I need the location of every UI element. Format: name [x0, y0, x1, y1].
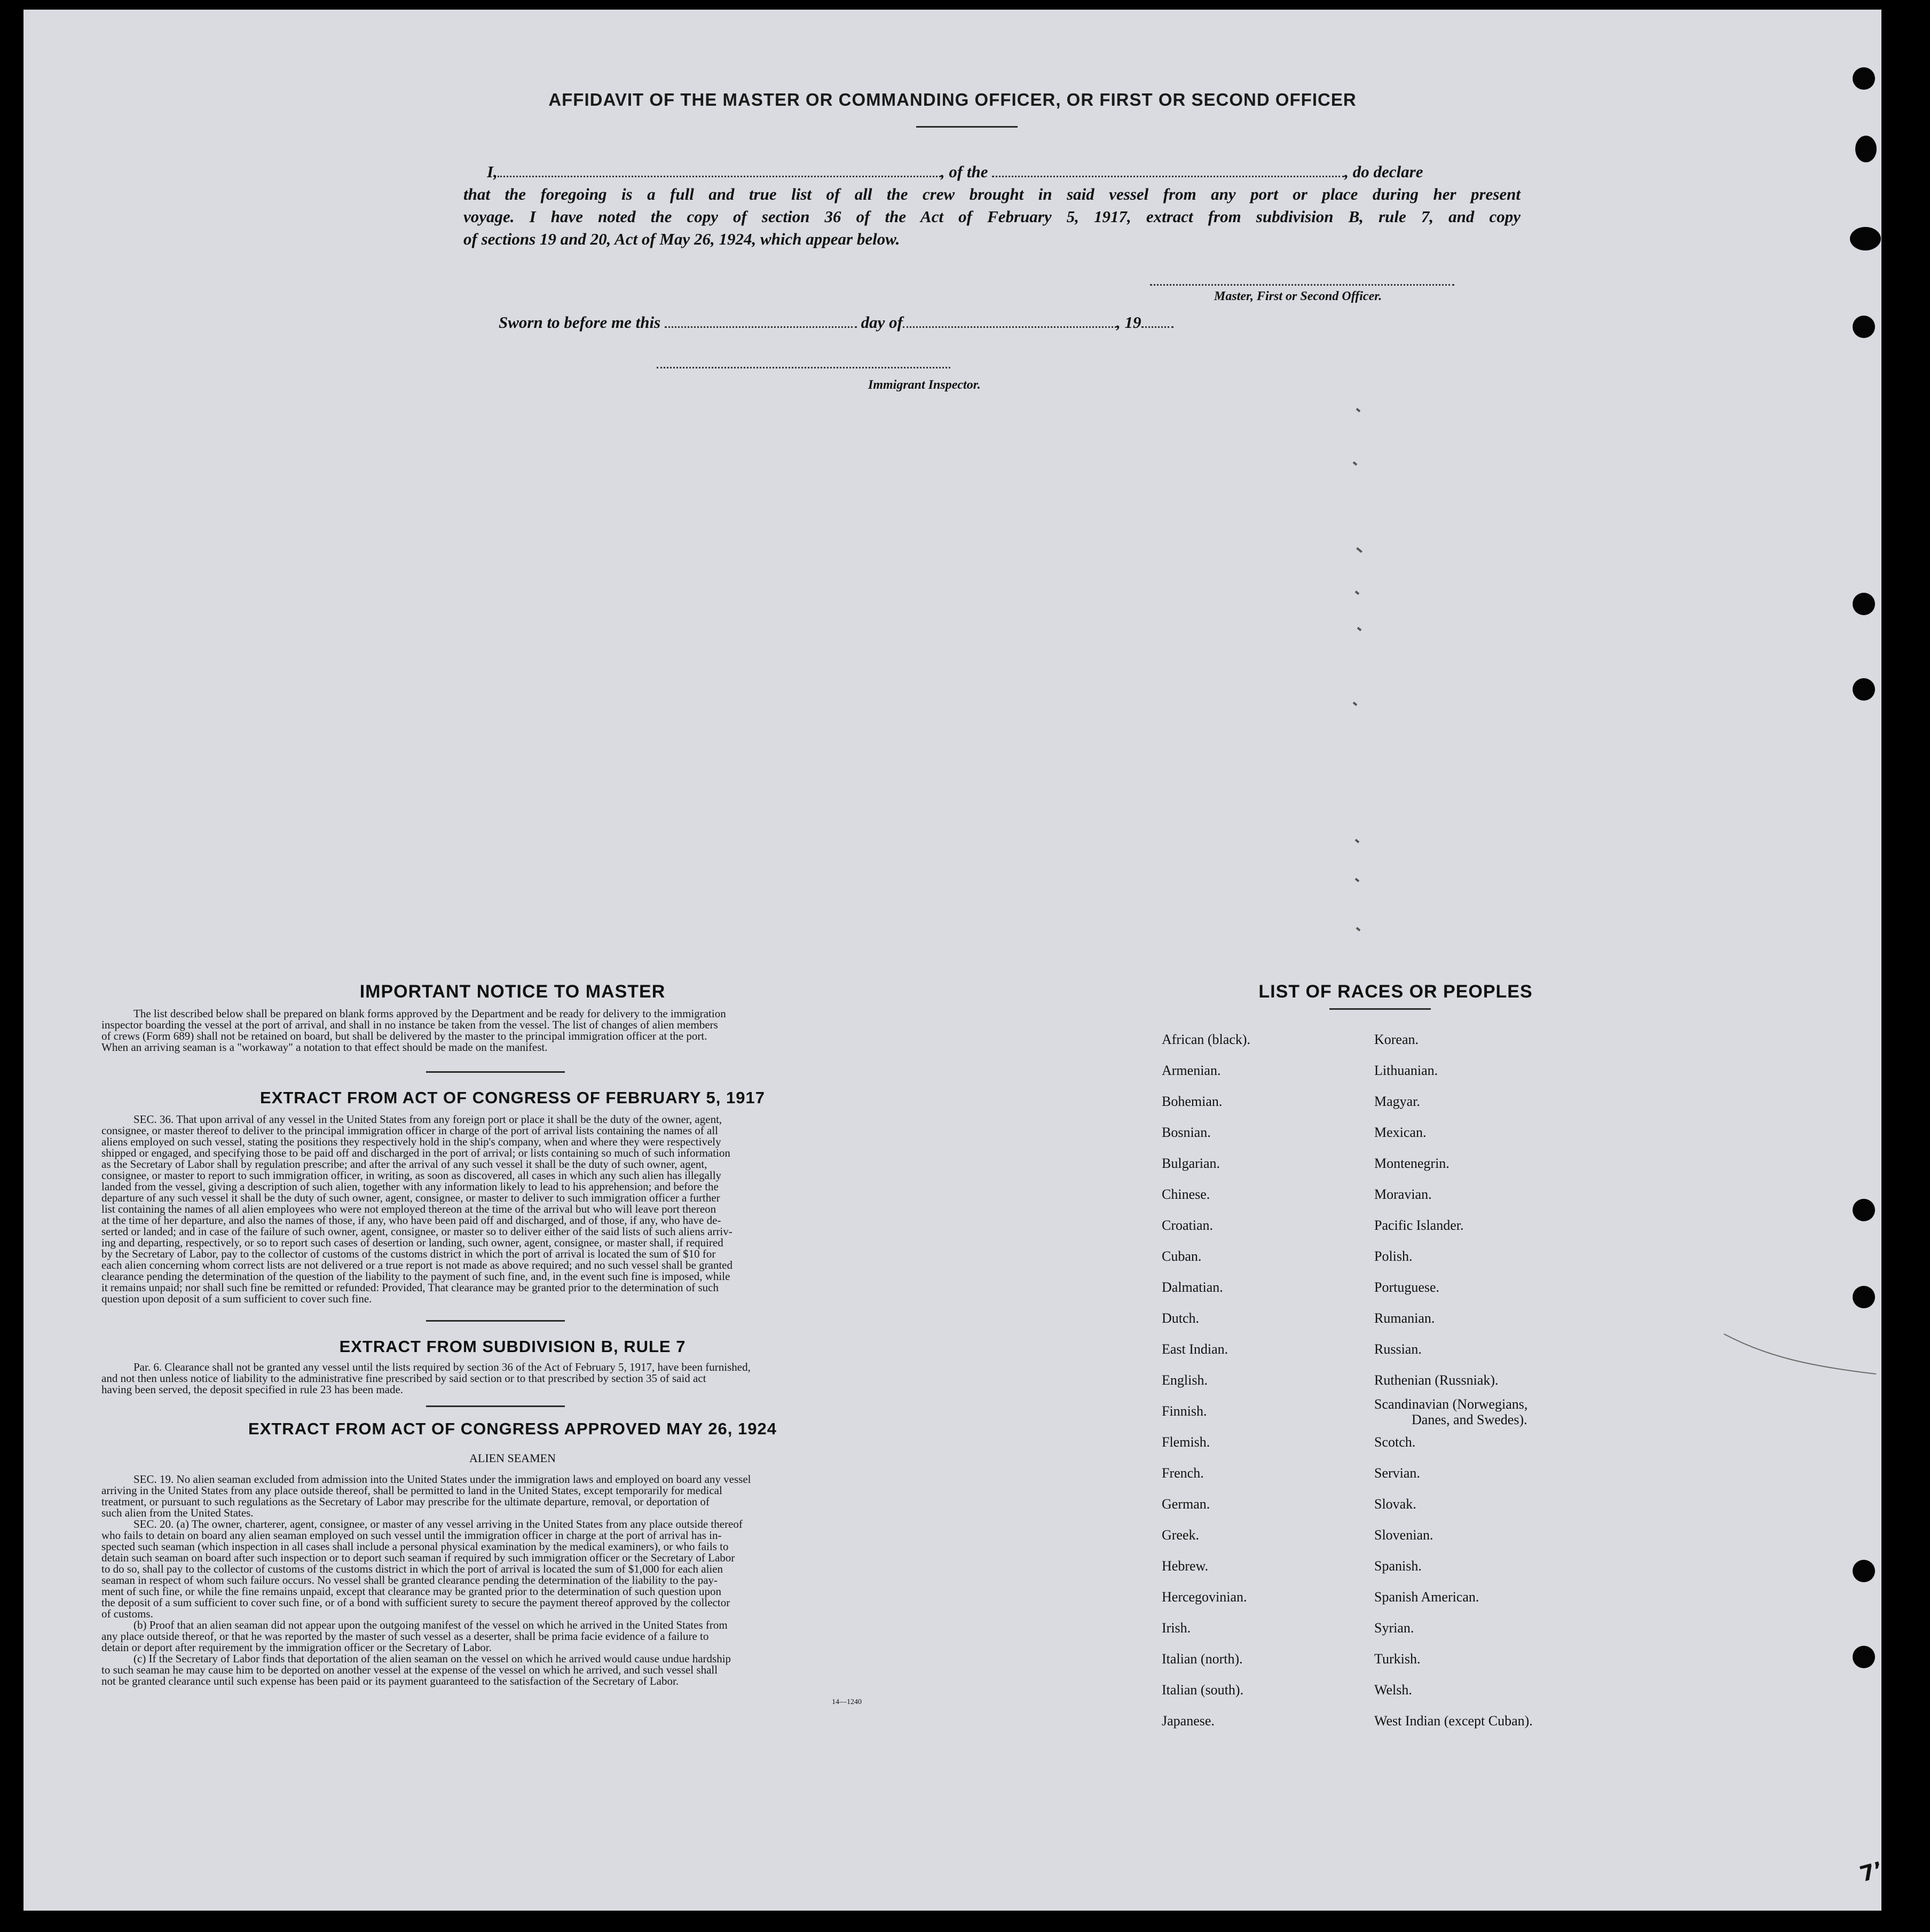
signature-line[interactable]	[1150, 284, 1454, 286]
race-left: East Indian.	[1162, 1341, 1228, 1357]
races-title: LIST OF RACES OR PEOPLES	[1258, 981, 1533, 1002]
sworn-year: , 19	[1116, 313, 1141, 332]
rule7-text	[101, 1362, 924, 1395]
race-left: Italian (north).	[1162, 1651, 1243, 1667]
race-right-continuation: Danes, and Swedes).	[1412, 1412, 1527, 1427]
race-right: Mexican.	[1374, 1125, 1427, 1140]
act-line: detain or deport after requirement by the immigration officer or the Secretary of Labor.	[101, 1641, 492, 1654]
binder-hole	[1855, 136, 1877, 162]
race-left: Japanese.	[1162, 1713, 1215, 1729]
race-left: Cuban.	[1162, 1248, 1202, 1264]
notice-text	[101, 1008, 924, 1053]
race-left: Bohemian.	[1162, 1094, 1223, 1109]
name-blank[interactable]	[498, 164, 941, 177]
binder-hole	[1853, 593, 1875, 615]
race-right: Polish.	[1374, 1248, 1413, 1264]
race-right: Servian.	[1374, 1465, 1420, 1481]
scan-mark	[1356, 547, 1362, 553]
race-right: Rumanian.	[1374, 1310, 1435, 1326]
scan-mark	[1355, 839, 1360, 843]
race-right: Spanish.	[1374, 1558, 1422, 1574]
race-left: Irish.	[1162, 1620, 1191, 1636]
scan-mark	[1355, 878, 1360, 882]
race-right: Scandinavian (Norwegians,	[1374, 1396, 1528, 1412]
race-left: Hercegovinian.	[1162, 1589, 1247, 1605]
extract-line: departure of any such vessel it shall be the duty of such owner, agent, consignee, or master to deliver to such immigration officer a further	[101, 1191, 720, 1204]
act-line: arriving in the United States from any place outside thereof, shall be permitted to land in the United States, except temporarily for medical	[101, 1484, 722, 1497]
extract-line: by the Secretary of Labor, pay to the collector of customs of the customs district in which the port of arrival is located the sum of $10 for	[101, 1247, 716, 1260]
extract-line: clearance pending the determination of the question of the liability to the payment of such fine, and, in the event such fine is imposed, while	[101, 1270, 730, 1283]
act-line: SEC. 19. No alien seaman excluded from admission into the United States under the immigration laws and employed on board any vessel	[133, 1473, 751, 1486]
extract-line: consignee, or master to report to such immigration officer, in writing, as soon as discovered, all cases in which any such alien has illegally	[101, 1169, 722, 1182]
act-line: treatment, or pursuant to such regulations as the Secretary of Labor may prescribe for the ultimate departure, removal, or deportation of	[101, 1495, 710, 1508]
race-left: Italian (south).	[1162, 1682, 1244, 1698]
notice-line: The list described below shall be prepared on blank forms approved by the Department and be ready for delivery to the immigration	[133, 1007, 726, 1020]
race-left: Dalmatian.	[1162, 1279, 1223, 1295]
race-left: Croatian.	[1162, 1218, 1214, 1233]
act-line: of customs.	[101, 1607, 153, 1620]
binder-hole	[1853, 67, 1875, 90]
race-right: Lithuanian.	[1374, 1063, 1438, 1078]
act-1924-subtitle: ALIEN SEAMEN	[469, 1451, 556, 1465]
race-right: Pacific Islander.	[1374, 1218, 1464, 1233]
sworn-prefix: Sworn to before me this	[499, 313, 661, 332]
race-left: Armenian.	[1162, 1063, 1221, 1078]
race-right: Magyar.	[1374, 1094, 1420, 1109]
form-number: 14—1240	[832, 1698, 862, 1706]
race-right: Russian.	[1374, 1341, 1422, 1357]
binder-hole	[1853, 1646, 1875, 1668]
binder-hole	[1853, 1286, 1875, 1308]
race-right: West Indian (except Cuban).	[1374, 1713, 1533, 1729]
act-line: SEC. 20. (a) The owner, charterer, agent, consignee, or master of any vessel arriving in the United States from any place outside thereof	[133, 1518, 743, 1530]
race-right: Korean.	[1374, 1032, 1419, 1047]
sworn-day-blank[interactable]	[665, 315, 857, 328]
act-line: any place outside thereof, or that he was reported by the master of such vessel as a deserter, shall be prima facie evidence of a failure to	[101, 1630, 709, 1643]
scan-mark	[1356, 408, 1361, 412]
act-line: (c) If the Secretary of Labor finds that deportation of the alien seaman on the vessel on which he arrived would cause undue hardship	[133, 1652, 731, 1665]
race-left: Bulgarian.	[1162, 1156, 1220, 1171]
act-line: to such seaman he may cause him to be deported on another vessel at the expense of the vessel on which he arrived, and such vessel shall	[101, 1663, 718, 1676]
inspector-caption: Immigrant Inspector.	[868, 378, 981, 392]
signature-caption: Master, First or Second Officer.	[1214, 289, 1382, 303]
extract-line: it remains unpaid; nor shall such fine be remitted or refunded: Provided, That clearance may be granted prior to the determination of such	[101, 1281, 719, 1294]
declaration-line-3: voyage. I have noted the copy of section 36 of the Act of February 5, 1917, extract from subdivision B, rule 7, and copy	[463, 207, 1521, 226]
notice-line: of crews (Form 689) shall not be retained on board, but shall be delivered by the master to the principal immigration officer at the port.	[101, 1030, 707, 1042]
extract-line: each alien concerning whom correct lists are not delivered or a true report is not made as above required; and no such vessel shall be granted	[101, 1259, 732, 1271]
extract-line: serted or landed; and in case of the failure of such owner, agent, consignee, or master so to deliver either of the said lists of such aliens arriv-	[101, 1225, 732, 1238]
act-line: (b) Proof that an alien seaman did not appear upon the outgoing manifest of the vessel on which he arrived in the United States from	[133, 1619, 728, 1631]
race-right: Welsh.	[1374, 1682, 1412, 1698]
extract-line: ing and departing, respectively, or so to report such cases of desertion or landing, such owner, agent, consignee, or master shall, if required	[101, 1236, 723, 1249]
act-line: detain such seaman on board after such inspection or to deport such seaman if required by such immigration officer or the Secretary of Labor	[101, 1551, 735, 1564]
sworn-day-of: day of	[861, 313, 903, 332]
vessel-blank[interactable]	[992, 164, 1344, 177]
act-line: seaman in respect of whom such failure occurs. No vessel shall be granted clearance pending the determination of the liability to the pay-	[101, 1574, 718, 1587]
race-left: Hebrew.	[1162, 1558, 1209, 1574]
pen-stroke-mark	[1721, 1323, 1881, 1382]
extract-line: question upon deposit of a sum sufficient to cover such fine.	[101, 1292, 372, 1305]
notice-line: inspector boarding the vessel at the port of arrival, and shall in no instance be taken from the vessel. The list of changes of alien members	[101, 1018, 718, 1031]
race-left: Finnish.	[1162, 1403, 1207, 1419]
race-right: Slovak.	[1374, 1496, 1416, 1512]
extract-line: SEC. 36. That upon arrival of any vessel in the United States from any foreign port or place it shall be the duty of the owner, agent,	[133, 1113, 722, 1126]
scan-mark	[1357, 627, 1362, 631]
margin-handwritten-mark: 7’	[1857, 1857, 1886, 1887]
act-line: not be granted clearance until such expense has been paid or its payment guaranteed to the satisfaction of the Secretary of Labor.	[101, 1675, 679, 1687]
rule7-line: and not then unless notice of liability to the administrative fine prescribed by said section or to that prescribed by section 35 of said act	[101, 1372, 706, 1385]
decl-do-declare: , do declare	[1344, 162, 1423, 181]
extract-line: aliens employed on such vessel, stating the positions they respectively hold in the ship's company, when and where they were respectively	[101, 1135, 721, 1148]
race-right: Ruthenian (Russniak).	[1374, 1372, 1499, 1388]
race-left: African (black).	[1162, 1032, 1251, 1047]
binder-hole	[1853, 1560, 1875, 1582]
act-line: who fails to detain on board any alien seaman employed on such vessel until the immigration officer in charge at the port of arrival has in-	[101, 1529, 722, 1542]
inspector-signature-line[interactable]	[657, 367, 950, 368]
extract-line: list containing the names of all alien employees who were not employed thereon at the time of the arrival but who will leave port thereon	[101, 1203, 716, 1215]
binder-hole	[1853, 1199, 1875, 1221]
act-line: to do so, shall pay to the collector of customs of the customs district in which the port of arrival is located the sum of $1,000 for each alien	[101, 1562, 723, 1575]
rule7-title: EXTRACT FROM SUBDIVISION B, RULE 7	[339, 1337, 686, 1356]
scan-mark	[1356, 927, 1361, 931]
race-right: Slovenian.	[1374, 1527, 1433, 1543]
extract-line: at the time of her departure, and also the names of those, if any, who have been paid off and discharged, and of those, if any, who have de-	[101, 1214, 721, 1227]
notice-line: When an arriving seaman is a "workaway" a notation to that effect should be made on the manifest.	[101, 1041, 548, 1054]
race-right: Portuguese.	[1374, 1279, 1440, 1295]
race-left: French.	[1162, 1465, 1204, 1481]
race-left: Bosnian.	[1162, 1125, 1211, 1140]
race-right: Spanish American.	[1374, 1589, 1479, 1605]
extract-line: shipped or engaged, and specifying those to be paid off and discharged in the port of arrival; or lists containing so much of such information	[101, 1146, 730, 1159]
race-right: Turkish.	[1374, 1651, 1421, 1667]
binder-hole	[1853, 316, 1875, 338]
race-right: Montenegrin.	[1374, 1156, 1450, 1171]
declaration-line-1	[463, 161, 1521, 183]
section-divider	[426, 1320, 565, 1322]
declaration	[463, 161, 1521, 250]
act-1924-title: EXTRACT FROM ACT OF CONGRESS APPROVED MAY 26, 1924	[248, 1419, 777, 1438]
act-1924-text	[101, 1474, 924, 1687]
section-divider	[426, 1071, 565, 1073]
race-left: Chinese.	[1162, 1187, 1210, 1202]
declaration-line-2: that the foregoing is a full and true list of all the crew brought in said vessel from any port or place during her present	[463, 185, 1521, 203]
extract-line: consignee, or master thereof to deliver to the principal immigration officer in charge of the port of arrival lists containing the names of all	[101, 1124, 719, 1137]
sworn-line	[499, 313, 1173, 332]
scan-mark	[1353, 461, 1358, 466]
declaration-line-4: of sections 19 and 20, Act of May 26, 1924, which appear below.	[463, 230, 900, 248]
scan-mark	[1355, 591, 1360, 595]
notice-title: IMPORTANT NOTICE TO MASTER	[359, 981, 666, 1002]
race-right: Moravian.	[1374, 1187, 1432, 1202]
scan-mark	[1353, 702, 1358, 706]
decl-of-the: , of the	[940, 162, 988, 181]
race-right: Syrian.	[1374, 1620, 1414, 1636]
race-left: English.	[1162, 1372, 1208, 1388]
rule7-line: Par. 6. Clearance shall not be granted any vessel until the lists required by section 36 of the Act of February 5, 1917, have been furnished,	[133, 1361, 751, 1373]
binder-hole	[1853, 678, 1875, 701]
act-line: the deposit of a sum sufficient to cover such fine, or of a bond with sufficient surety to secure the payment thereof approved by the collector	[101, 1596, 730, 1609]
race-left: Flemish.	[1162, 1434, 1210, 1450]
binder-hole	[1850, 227, 1881, 250]
rule7-line: having been served, the deposit specified in rule 23 has been made.	[101, 1383, 404, 1396]
extract-1917-text	[101, 1114, 924, 1305]
decl-i: I,	[487, 162, 498, 181]
race-left: Greek.	[1162, 1527, 1200, 1543]
races-divider	[1329, 1008, 1431, 1010]
sworn-year-blank[interactable]	[1141, 315, 1173, 328]
act-line: ment of such fine, or while the fine remains unpaid, except that clearance may be granted prior to the determination of such question upon	[101, 1585, 722, 1598]
title-divider	[916, 126, 1018, 128]
act-line: spected such seaman (which inspection in all cases shall include a personal physical examination by the medical examiners), or who fails to	[101, 1540, 729, 1553]
section-divider	[426, 1405, 565, 1407]
extract-line: as the Secretary of Labor shall by regulation prescribe; and after the arrival of any such vessel it shall be the duty of such owner, agent,	[101, 1158, 707, 1171]
affidavit-title: AFFIDAVIT OF THE MASTER OR COMMANDING OFFICER, OR FIRST OR SECOND OFFICER	[548, 90, 1357, 109]
extract-1917-title: EXTRACT FROM ACT OF CONGRESS OF FEBRUARY 5, 1917	[260, 1088, 765, 1107]
form-sheet	[23, 10, 1886, 1911]
sworn-month-blank[interactable]	[903, 315, 1116, 328]
act-line: such alien from the United States.	[101, 1506, 254, 1519]
extract-line: landed from the vessel, giving a description of such alien, together with any information likely to lead to his apprehension; and before the	[101, 1180, 719, 1193]
race-left: German.	[1162, 1496, 1210, 1512]
race-left: Dutch.	[1162, 1310, 1200, 1326]
race-right: Scotch.	[1374, 1434, 1416, 1450]
